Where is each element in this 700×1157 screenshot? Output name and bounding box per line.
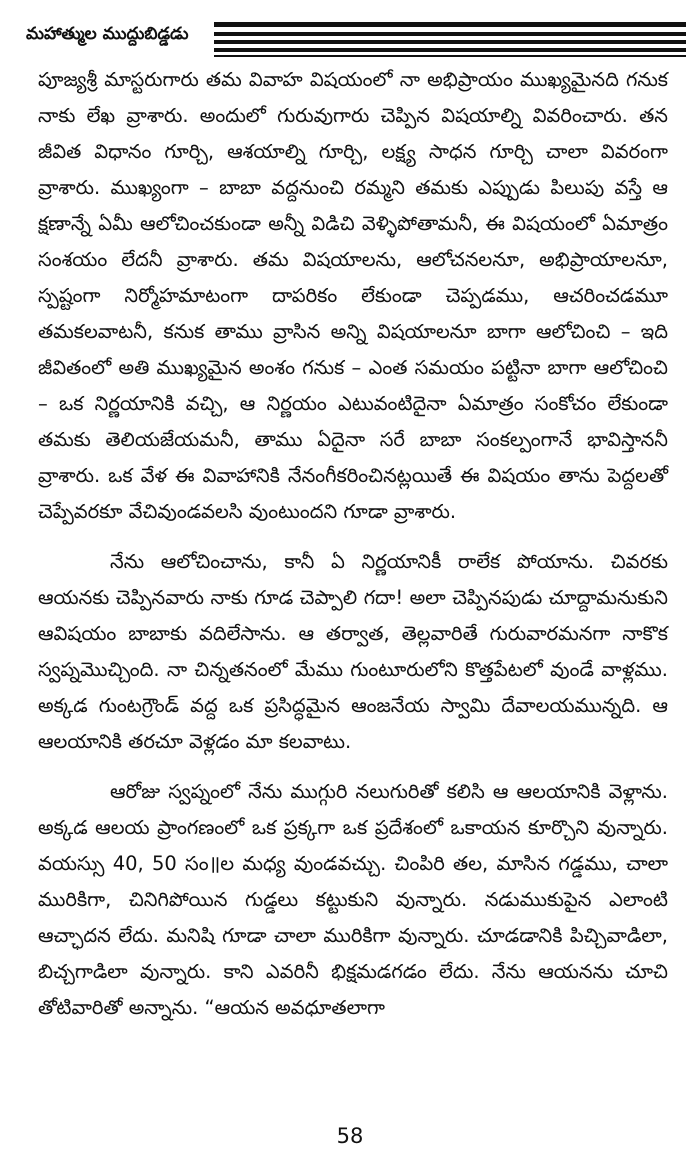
- header-rule-lines: [214, 22, 686, 58]
- header-rule: [214, 22, 686, 27]
- paragraph: నేను ఆలోచించాను, కానీ ఏ నిర్ణయానికీ రాలేక పోయాను. చివరకు ఆయనకు చెప్పినవారు నాకు గూడ చెప్పాలి గదా! అలా చెప్పినపుడు చూద్దామనుకుని ఆవిషయం బాబాకు వదిలేసాను. ఆ తర్వాత, తెల్లవారితే గురువారమనగా నాకొక స్వప్నమొచ్చింది. నా చిన్నతనంలో మేము గుంటూరులోని కొత్తపేటలో వుండే వాళ్లము. అక్కడ గుంటగ్రౌండ్ వద్ద ఒక ప్రసిద్ధమైన ఆంజనేయ స్వామి దేవాలయమున్నది. ఆ ఆలయానికి తరచూ వెళ్లడం మా కలవాటు.: [38, 550, 668, 753]
- paragraph: ఆరోజు స్వప్నంలో నేను ముగ్గురి నలుగురితో కలిసి ఆ ఆలయానికి వెళ్లాను. అక్కడ ఆలయ ప్రాంగణంలో ఒక ప్రక్కగా ఒక ప్రదేశంలో ఒకాయన కూర్చొని వున్నారు. వయస్సు 40, 50 సం॥ల మధ్య వుండవచ్చు. చింపిరి తల, మాసిన గడ్డము, చాలా మురికిగా, చినిగిపోయిన గుడ్డలు కట్టుకుని వున్నారు. నడుముకుపైన ఎలాంటి ఆచ్ఛాదన లేదు. మనిషి గూడా చాలా మురికిగా వున్నారు. చూడడానికి పిచ్చివాడిలా, బిచ్చగాడిలా వున్నారు. కాని ఎవరినీ భిక్షమడగడం లేదు. నేను ఆయనను చూచి తోటివారితో అన్నాను. “ఆయన అవధూతలాగా: [38, 780, 668, 1019]
- book-title: మహాత్ముల ముద్దుబిడ్డడు: [26, 24, 189, 44]
- paragraph: పూజ్యశ్రీ మాస్టరుగారు తమ వివాహ విషయంలో నా అభిప్రాయం ముఖ్యమైనది గనుక నాకు లేఖ వ్రాశారు. అందులో గురువుగారు చెప్పిన విషయాల్ని వివరించారు. తన జీవిత విధానం గూర్చి, ఆశయాల్ని గూర్చి, లక్ష్య సాధన గూర్చి చాలా వివరంగా వ్రాశారు. ముఖ్యంగా – బాబా వద్దనుంచి రమ్మని తమకు ఎప్పుడు పిలుపు వస్తే ఆ క్షణాన్నే ఏమీ ఆలోచించకుండా అన్నీ విడిచి వెళ్ళిపోతామనీ, ఈ విషయంలో ఏమాత్రం సంశయం లేదనీ వ్రాశారు. తమ విషయాలను, ఆలోచనలనూ, అభిప్రాయాలనూ, స్పష్టంగా నిర్మోహమాటంగా దాపరికం లేకుండా చెప్పడము, ఆచరించడమూ తమకలవాటనీ, కనుక తాము వ్రాసిన అన్ని విషయాలనూ బాగా ఆలోచించి – ఇది జీవితంలో అతి ముఖ్యమైన అంశం గనుక – ఎంత సమయం పట్టినా బాగా ఆలోచించి – ఒక నిర్ణయానికి వచ్చి, ఆ నిర్ణయం ఎటువంటిదైనా ఏమాత్రం సంకోచం లేకుండా తమకు తెలియజేయమనీ, తాము ఏదైనా సరే బాబా సంకల్పంగానే భావిస్తాననీ వ్రాశారు. ఒక వేళ ఈ వివాహానికి నేనంగీకరించినట్లయితే ఈ విషయం తాను పెద్దలతో చెప్పేవరకూ వేచివుండవలసి వుంటుందని గూడా వ్రాశారు.: [38, 68, 668, 523]
- running-header: [26, 14, 686, 58]
- header-rule: [214, 40, 686, 44]
- page-body: [38, 62, 668, 1026]
- page-number: 58: [336, 1124, 364, 1148]
- header-rule: [214, 32, 686, 36]
- header-rule: [214, 55, 686, 57]
- header-rule: [214, 48, 686, 52]
